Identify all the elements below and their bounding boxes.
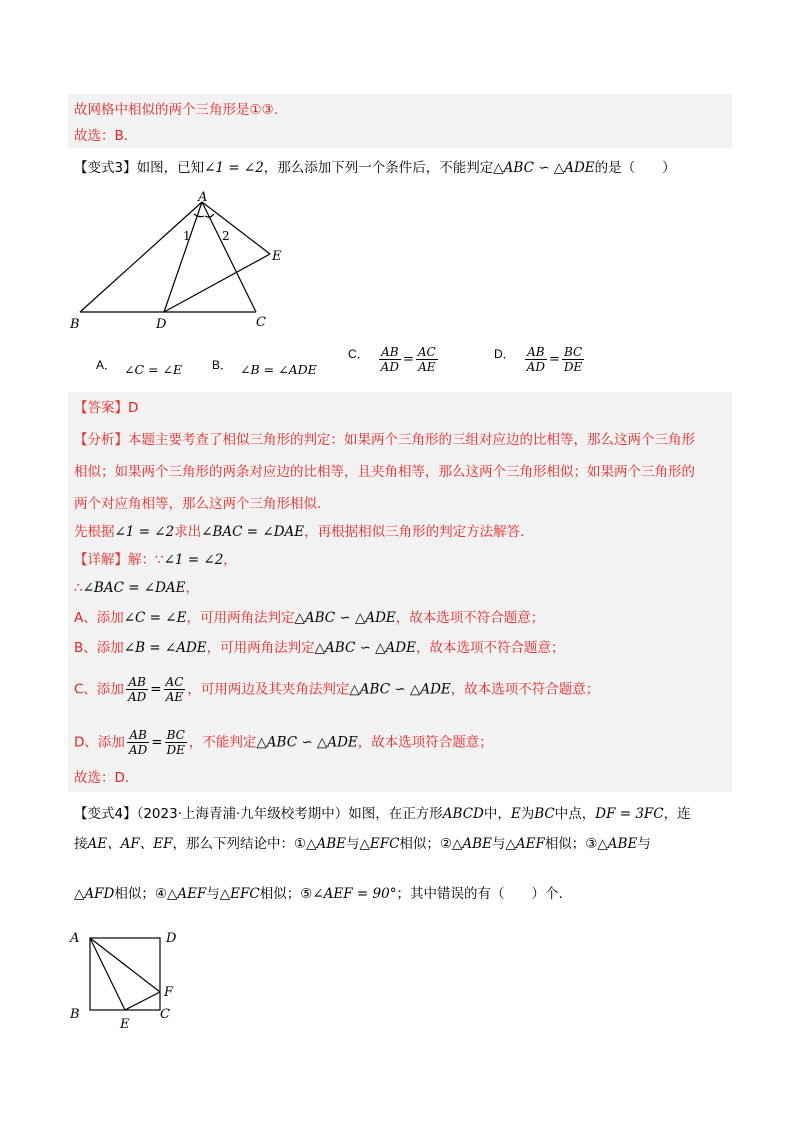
- segment-AC: [202, 202, 256, 312]
- point-C-label: C: [160, 1007, 170, 1022]
- detail-text: A、添加: [74, 610, 124, 626]
- detail-option-C: [74, 675, 599, 704]
- option-math: ∠B = ∠ADE: [240, 362, 317, 377]
- point-A-label: A: [198, 190, 208, 205]
- fraction: $\frac{AB}{AD}$: [380, 345, 399, 374]
- detail-text: C、添加: [74, 681, 124, 698]
- detail-option-A: [74, 608, 544, 628]
- detail-label: 【详解】: [74, 552, 128, 568]
- segment-AE: [202, 202, 270, 254]
- stem-text: （2023·上海青浦·九年级校考期中）如图，在正方形: [136, 806, 443, 822]
- equals-sign: =: [548, 352, 560, 367]
- detail-math: ∠C = ∠E: [123, 610, 187, 626]
- variant4-label: 【变式4】: [74, 806, 137, 822]
- answer-label: 【答案】: [74, 400, 128, 416]
- detail-text: ，不能判定: [188, 734, 257, 751]
- stem-math: △ABE: [306, 836, 346, 852]
- segment-AE: [90, 938, 125, 1010]
- option-B[interactable]: [212, 348, 317, 377]
- stem-math: △EFC: [219, 886, 260, 902]
- fraction: $\frac{AB}{AD}$: [128, 728, 148, 757]
- detail-text: ，可用两角法判定: [206, 640, 315, 656]
- angle-1-arc: [194, 214, 204, 217]
- variant3-stem: [74, 158, 676, 178]
- detail-text: ，可用两边及其夹角法判定: [187, 681, 350, 698]
- detail-option-B: [74, 638, 564, 658]
- stem-math: DF = 3FC: [595, 806, 664, 822]
- stem-text: 与: [206, 886, 220, 902]
- segment-AF: [90, 938, 160, 992]
- stem-math: △ABE: [597, 836, 638, 852]
- equals-sign: =: [402, 352, 414, 367]
- option-C[interactable]: [348, 345, 440, 374]
- detail-math: △ABC ∽ △ADE: [314, 640, 416, 656]
- point-E-label: E: [120, 1017, 130, 1032]
- point-E-label: E: [272, 249, 282, 264]
- stem-text: ，连: [663, 806, 691, 822]
- analysis-text: 求出: [174, 524, 202, 540]
- detail-text: ，故本选项符合题意；: [357, 734, 493, 751]
- stem-math: △AEF: [505, 836, 545, 852]
- fraction: $\frac{BC}{DE}$: [166, 728, 185, 757]
- variant4-line-1: [74, 804, 691, 824]
- point-B-label: B: [70, 1007, 80, 1022]
- variant4-square-figure: [64, 926, 194, 1036]
- stem-text: 与: [491, 836, 506, 852]
- detail-therefore: [74, 578, 199, 598]
- option-D[interactable]: [494, 345, 586, 374]
- stem-text: ，那么下列结论中：①: [172, 836, 307, 852]
- point-D-label: D: [166, 931, 177, 946]
- stem-text: 相似；②: [399, 836, 453, 852]
- stem-math: △AFD: [74, 886, 115, 902]
- analysis-line-1: [74, 430, 695, 450]
- detail-math: ∠BAC = ∠DAE: [82, 580, 186, 596]
- stem-text: 相似；⑤: [259, 886, 313, 902]
- stem-math: AE、AF、EF: [87, 836, 173, 852]
- detail-option-D: [74, 728, 493, 757]
- square-ABCD: [90, 938, 160, 1010]
- point-B-label: B: [70, 317, 80, 332]
- variant3-triangle-figure: [60, 188, 300, 338]
- analysis-line-2: 相似；如果两个三角形的两条对应边的比相等，且夹角相等，那么这两个三角形相似；如果两个三角形的: [74, 464, 695, 480]
- stem-text: 与: [345, 836, 360, 852]
- detail-text: ，: [223, 552, 237, 568]
- option-math: ∠C = ∠E: [124, 362, 183, 377]
- detail-math: △ABC ∽ △ADE: [349, 681, 451, 698]
- analysis-line-3: 两个对应角相等，那么这两个三角形相似.: [74, 496, 322, 512]
- fraction: $\frac{AC}{AE}$: [165, 675, 184, 704]
- detail-math: ∠1 = ∠2: [163, 552, 224, 568]
- stem-text: 相似；③: [544, 836, 598, 852]
- stem-text: ；其中错误的有（ ）个.: [396, 886, 563, 902]
- analysis-math: ∠1 = ∠2: [114, 524, 175, 540]
- equals-sign: =: [150, 681, 162, 698]
- answer-line: [74, 398, 138, 418]
- stem-math: ∠1 = ∠2: [204, 160, 264, 176]
- stem-math: E: [510, 806, 521, 822]
- stem-text: 为: [520, 806, 535, 822]
- detail-text: ，故本选项不符合题意；: [395, 610, 545, 626]
- segment-DE: [164, 254, 270, 312]
- stem-math: △AEF: [166, 886, 207, 902]
- fraction: $\frac{AC}{AE}$: [417, 345, 436, 374]
- stem-text: 中点，: [554, 806, 596, 822]
- stem-text: 接: [74, 836, 88, 852]
- detail-text: D、添加: [74, 734, 125, 751]
- detail-text: ，可用两角法判定: [186, 610, 295, 626]
- detail-text: ，: [185, 580, 200, 596]
- analysis-text: ，再根据相似三角形的判定方法解答.: [304, 524, 525, 540]
- analysis-math: ∠BAC = ∠DAE: [201, 524, 305, 540]
- stem-text: 与: [637, 836, 651, 852]
- detail-math: △ABC ∽ △ADE: [294, 610, 396, 626]
- stem-math: BC: [534, 806, 555, 822]
- stem-math: △ABE: [452, 836, 492, 852]
- stem-text: 相似；④: [114, 886, 167, 902]
- variant4-line-3: [74, 884, 563, 904]
- angle-1-label: 1: [183, 229, 191, 243]
- answer-value: D: [128, 400, 139, 416]
- point-A-label: A: [70, 931, 80, 946]
- stem-math: △EFC: [359, 836, 400, 852]
- option-letter: B．: [212, 358, 233, 372]
- variant3-label: 【变式3】: [74, 160, 137, 176]
- therefore-symbol: ∴: [74, 580, 83, 596]
- analysis-text: 本题主要考查了相似三角形的判定：如果两个三角形的三组对应边的比相等，那么这两个三角形: [128, 432, 695, 448]
- option-A[interactable]: [96, 348, 183, 377]
- detail-text: ，故本选项不符合题意；: [450, 681, 600, 698]
- prev-answer: 故选：B.: [74, 128, 129, 144]
- point-C-label: C: [256, 315, 266, 330]
- fraction: $\frac{BC}{DE}$: [563, 345, 583, 374]
- stem-math: △ABC ∽ △ADE: [493, 160, 595, 176]
- detail-text: 解：∵: [128, 552, 164, 568]
- fraction: $\frac{AB}{AD}$: [127, 675, 147, 704]
- option-letter: A．: [96, 358, 117, 372]
- stem-math: ABCD: [442, 806, 484, 822]
- detail-intro: [74, 550, 237, 570]
- fraction: $\frac{AB}{AD}$: [526, 345, 545, 374]
- variant4-line-2: [74, 834, 651, 854]
- detail-text: ，故本选项不符合题意；: [415, 640, 565, 656]
- angle-2-arc: [205, 214, 214, 217]
- detail-text: B、添加: [74, 640, 124, 656]
- analysis-line-4: [74, 522, 524, 542]
- option-letter: C．: [348, 347, 369, 361]
- point-D-label: D: [156, 317, 167, 332]
- analysis-label: 【分析】: [74, 432, 128, 448]
- detail-math: ∠B = ∠ADE: [123, 640, 207, 656]
- point-F-label: F: [164, 985, 174, 1000]
- stem-text: 如图，已知: [136, 160, 205, 176]
- segment-AB: [80, 202, 202, 312]
- stem-math: ∠AEF = 90°: [312, 886, 397, 902]
- segment-EF: [125, 992, 160, 1010]
- stem-text: 的是（ ）: [594, 160, 676, 176]
- angle-2-label: 2: [222, 229, 230, 243]
- option-letter: D．: [494, 347, 515, 361]
- prev-conclusion: 故网格中相似的两个三角形是①③.: [74, 102, 278, 118]
- equals-sign: =: [151, 734, 163, 751]
- stem-text: ，那么添加下列一个条件后，不能判定: [263, 160, 494, 176]
- final-answer: 故选：D.: [74, 770, 130, 786]
- stem-text: 中，: [483, 806, 511, 822]
- detail-math: △ABC ∽ △ADE: [256, 734, 358, 751]
- analysis-text: 先根据: [74, 524, 115, 540]
